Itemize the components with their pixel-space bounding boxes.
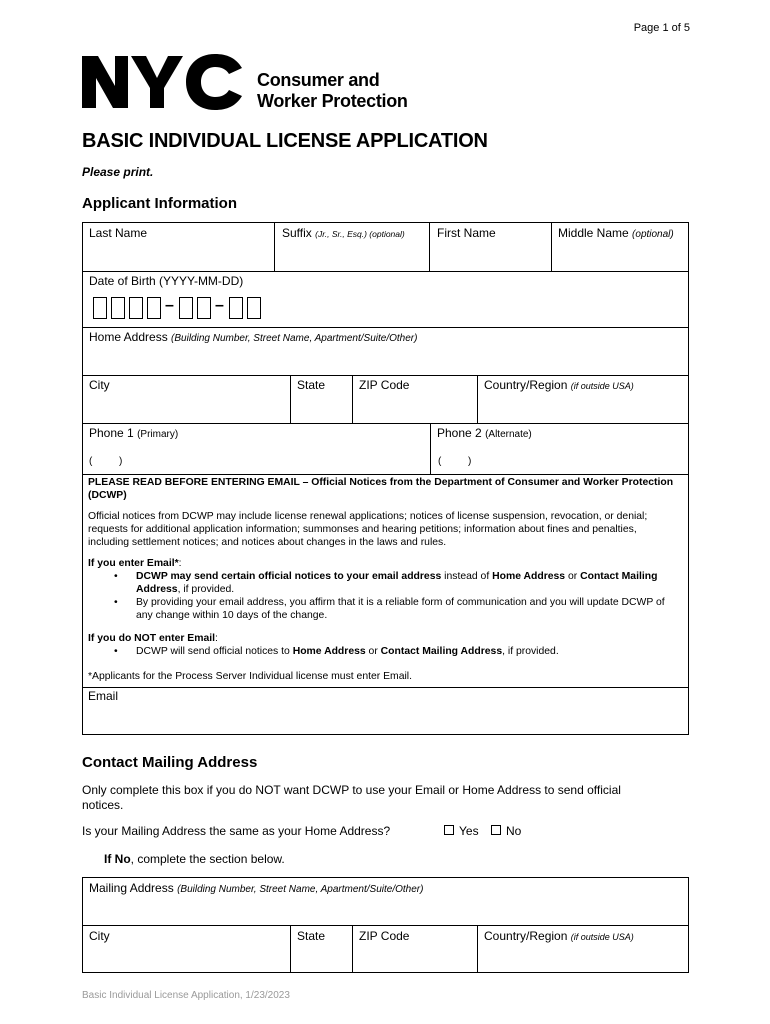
mailing-address-note: (Building Number, Street Name, Apartment/Suite/Other) [177,884,424,895]
official-notices-paragraph: Official notices from DCWP may include license renewal applications; notices of license suspension, revocation, or denial; requests for additional application information; summonses and hearing petitions; information about fines and penalties, including settlement notices; and notices about changes in the laws and rules. [88,511,648,548]
dob-label: Date of Birth (YYYY-MM-DD) [89,274,244,288]
home-address-label: Home Address [89,330,168,344]
email-bullet-1-mid: instead of [441,571,493,582]
if-not-enter-email-colon: : [215,633,218,644]
no-checkbox[interactable] [491,825,501,835]
mailing-zip-field[interactable] [353,926,477,972]
phone2-note: (Alternate) [485,429,532,440]
no-option[interactable] [491,824,521,839]
email-bullet-1-end: , if provided. [177,584,235,595]
dob-dash-2: – [215,297,224,314]
suffix-field[interactable] [276,223,426,271]
email-bullet-1-or: or [565,571,581,582]
mailing-country-label: Country/Region [484,929,568,943]
phone1-note: (Primary) [137,429,179,440]
zip-field[interactable] [353,375,477,423]
country-field[interactable] [478,375,688,423]
mailing-section-heading: Contact Mailing Address [82,754,258,771]
email-bullet-3 [136,645,678,658]
email-bullet-3-start: DCWP will send official notices to [136,646,293,657]
page-title: BASIC INDIVIDUAL LICENSE APPLICATION [82,130,488,152]
email-bullet-1 [136,570,678,596]
applicant-info-box [82,222,689,475]
nyc-logo [82,54,244,115]
home-address-note: (Building Number, Street Name, Apartment/Suite/Other) [171,333,418,344]
mailing-instruction: Only complete this box if you do NOT want DCWP to use your Email or Home Address to send official notices. [82,783,621,812]
yes-option[interactable] [444,824,479,839]
email-bullet-1-contact: Contact Mailing Address [136,571,658,595]
dob-year-digit-2[interactable] [111,297,125,319]
middle-name-note: (optional) [632,229,674,240]
email-bullet-1-home: Home Address [492,571,566,582]
print-instruction: Please print. [82,165,154,179]
agency-name-line1: Consumer and [257,70,380,90]
dob-year-digit-4[interactable] [147,297,161,319]
phone1-field[interactable] [83,423,430,474]
email-label: Email [88,689,119,703]
if-no-bold: If No [104,852,131,866]
email-bullet-1-bold: DCWP may send certain official notices to your email address [136,571,442,582]
last-name-field[interactable] [83,223,274,271]
home-address-field[interactable] [83,327,688,375]
footer-text: Basic Individual License Application, 1/23/2023 [82,990,290,1001]
dob-dash-1: – [165,297,174,314]
state-field[interactable] [291,375,352,423]
agency-name [257,70,408,112]
email-bullet-2: • By providing your email address, you affirm that it is a reliable form of communication and you will update DCWP of any change within 10 days of the change. [136,596,678,622]
middle-name-field[interactable] [552,223,688,271]
if-enter-email-colon: : [178,558,182,569]
dob-day-digit-1[interactable] [229,297,243,319]
mailing-country-note: (if outside USA) [570,932,634,942]
if-no-rest: , complete the section below. [130,852,285,866]
suffix-label: Suffix [282,226,312,240]
if-not-enter-email-section [88,632,678,658]
process-server-footnote: *Applicants for the Process Server Individual license must enter Email. [88,671,412,682]
dob-day-digit-2[interactable] [247,297,261,319]
dob-year-digit-3[interactable] [129,297,143,319]
mailing-country-field[interactable] [478,926,688,972]
email-bullet-3-or: or [365,646,381,657]
yes-label: Yes [459,824,479,838]
email-field[interactable] [82,686,689,735]
if-no-instruction [104,852,285,867]
phone2-area-code-open: ( [438,456,442,467]
phone1-area-code-open: ( [89,456,93,467]
first-name-field[interactable] [431,223,551,271]
last-name-label: Last Name [89,226,148,240]
mailing-same-question: Is your Mailing Address the same as your Home Address? [82,824,391,838]
mailing-city-field[interactable] [83,926,290,972]
phone1-label: Phone 1 [89,426,134,440]
city-field[interactable] [83,375,290,423]
first-name-label: First Name [437,226,496,240]
email-bullet-3-end: , if provided. [502,646,559,657]
email-notice-heading: PLEASE READ BEFORE ENTERING EMAIL – Official Notices from the Department of Consumer and Worker Protection (DCWP) [88,477,674,501]
phone1-area-code-close: ) [119,456,123,467]
email-bullet-3-contact: Contact Mailing Address [380,646,503,657]
suffix-note: (Jr., Sr., Esq.) (optional) [315,229,405,239]
applicant-section-heading: Applicant Information [82,195,237,212]
mailing-state-field[interactable] [291,926,352,972]
mailing-address-field[interactable] [83,878,688,925]
middle-name-label: Middle Name [558,226,629,240]
page-number: Page 1 of 5 [633,22,690,34]
phone2-area-code-close: ) [468,456,472,467]
dob-month-digit-1[interactable] [179,297,193,319]
mailing-address-box [82,877,689,973]
no-label: No [506,824,522,838]
mailing-zip-label: ZIP Code [359,929,410,943]
yes-checkbox[interactable] [444,825,454,835]
country-note: (if outside USA) [570,381,634,391]
agency-name-line2: Worker Protection [257,91,408,111]
mailing-state-label: State [297,929,326,943]
mailing-address-label: Mailing Address [89,881,174,895]
if-enter-email-section [88,557,678,622]
state-label: State [297,378,326,392]
dob-month-digit-2[interactable] [197,297,211,319]
country-label: Country/Region [484,378,568,392]
dob-year-digit-1[interactable] [93,297,107,319]
mailing-city-label: City [89,929,110,943]
phone2-label: Phone 2 [437,426,482,440]
if-not-enter-email-heading: If you do NOT enter Email [88,633,216,644]
email-bullet-3-home: Home Address [292,646,366,657]
zip-label: ZIP Code [359,378,410,392]
if-enter-email-heading: If you enter Email* [88,558,179,569]
city-label: City [89,378,110,392]
